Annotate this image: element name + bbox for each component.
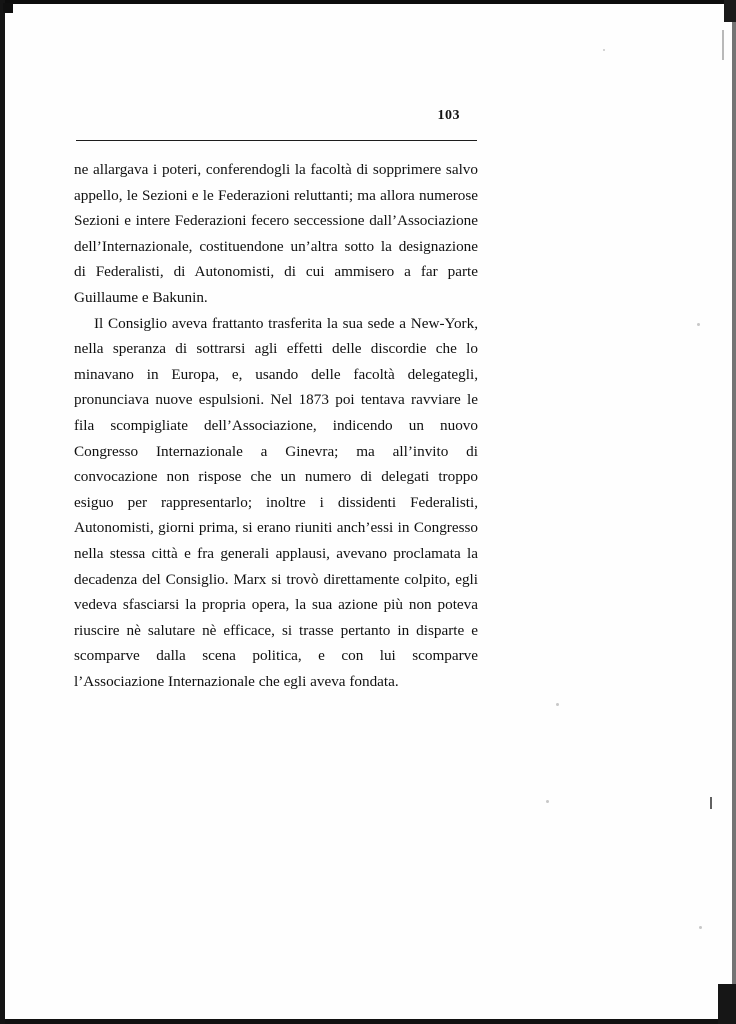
page-number: 103 [437, 108, 460, 123]
page-body [74, 157, 478, 694]
scan-edge-top [0, 0, 736, 4]
scan-stray-mark [710, 797, 712, 809]
scan-edge-bottom [0, 1019, 736, 1024]
paragraph: Il Consiglio aveva frattanto trasferita la sua sede a New-York, nella speranza di sottrarsi agli effetti delle discordie che lo minavano in Europa, e, usando delle facoltà delegategli, pronunciava nuove espulsioni. Nel 1873 poi tentava ravviare le fila scompigliate dell’Associazione, indicendo un nuovo Congresso Internazionale a Ginevra; ma all’invito di convocazione non rispose che un numero di delegati troppo esiguo per rappresentarlo; inoltre i dissidenti Federalisti, Autonomisti, giorni prima, si erano riuniti anch’essi in Congresso nella stessa città e fra generali applausi, avevano proclamata la decadenza del Consiglio. Marx si trovò direttamente colpito, egli vedeva sfasciarsi la propria opera, la sua azione più non poteva riuscire nè salutare nè efficace, si trasse pertanto in disparte e scomparve dalla scena politica, e con lui scomparve l’Associazione Internazionale che egli aveva fondata. [74, 314, 478, 690]
paragraph: ne allargava i poteri, conferendogli la facoltà di sopprimere salvo appello, le Sezioni e le Federazioni reluttanti; ma allora numerose Sezioni e intere Federazioni fecero seccessione dall’Associazione dell’Internazionale, costituendone un’altra sotto la designazione di Federalisti, di Autonomisti, di cui ammisero a far parte Guillaume e Bakunin. [74, 161, 478, 306]
scan-speck [556, 703, 559, 706]
header-rule [76, 140, 477, 141]
scan-speck [546, 800, 549, 803]
scan-edge-left [0, 0, 5, 1024]
scan-corner-bottom-right [718, 984, 736, 1024]
scan-corner-top-left [3, 3, 13, 13]
scan-corner-top-right [724, 0, 736, 22]
scan-edge-right [732, 22, 736, 984]
scan-speck [699, 926, 702, 929]
scan-stray-mark [722, 30, 724, 60]
scan-speck [603, 49, 605, 51]
scan-speck [697, 323, 700, 326]
